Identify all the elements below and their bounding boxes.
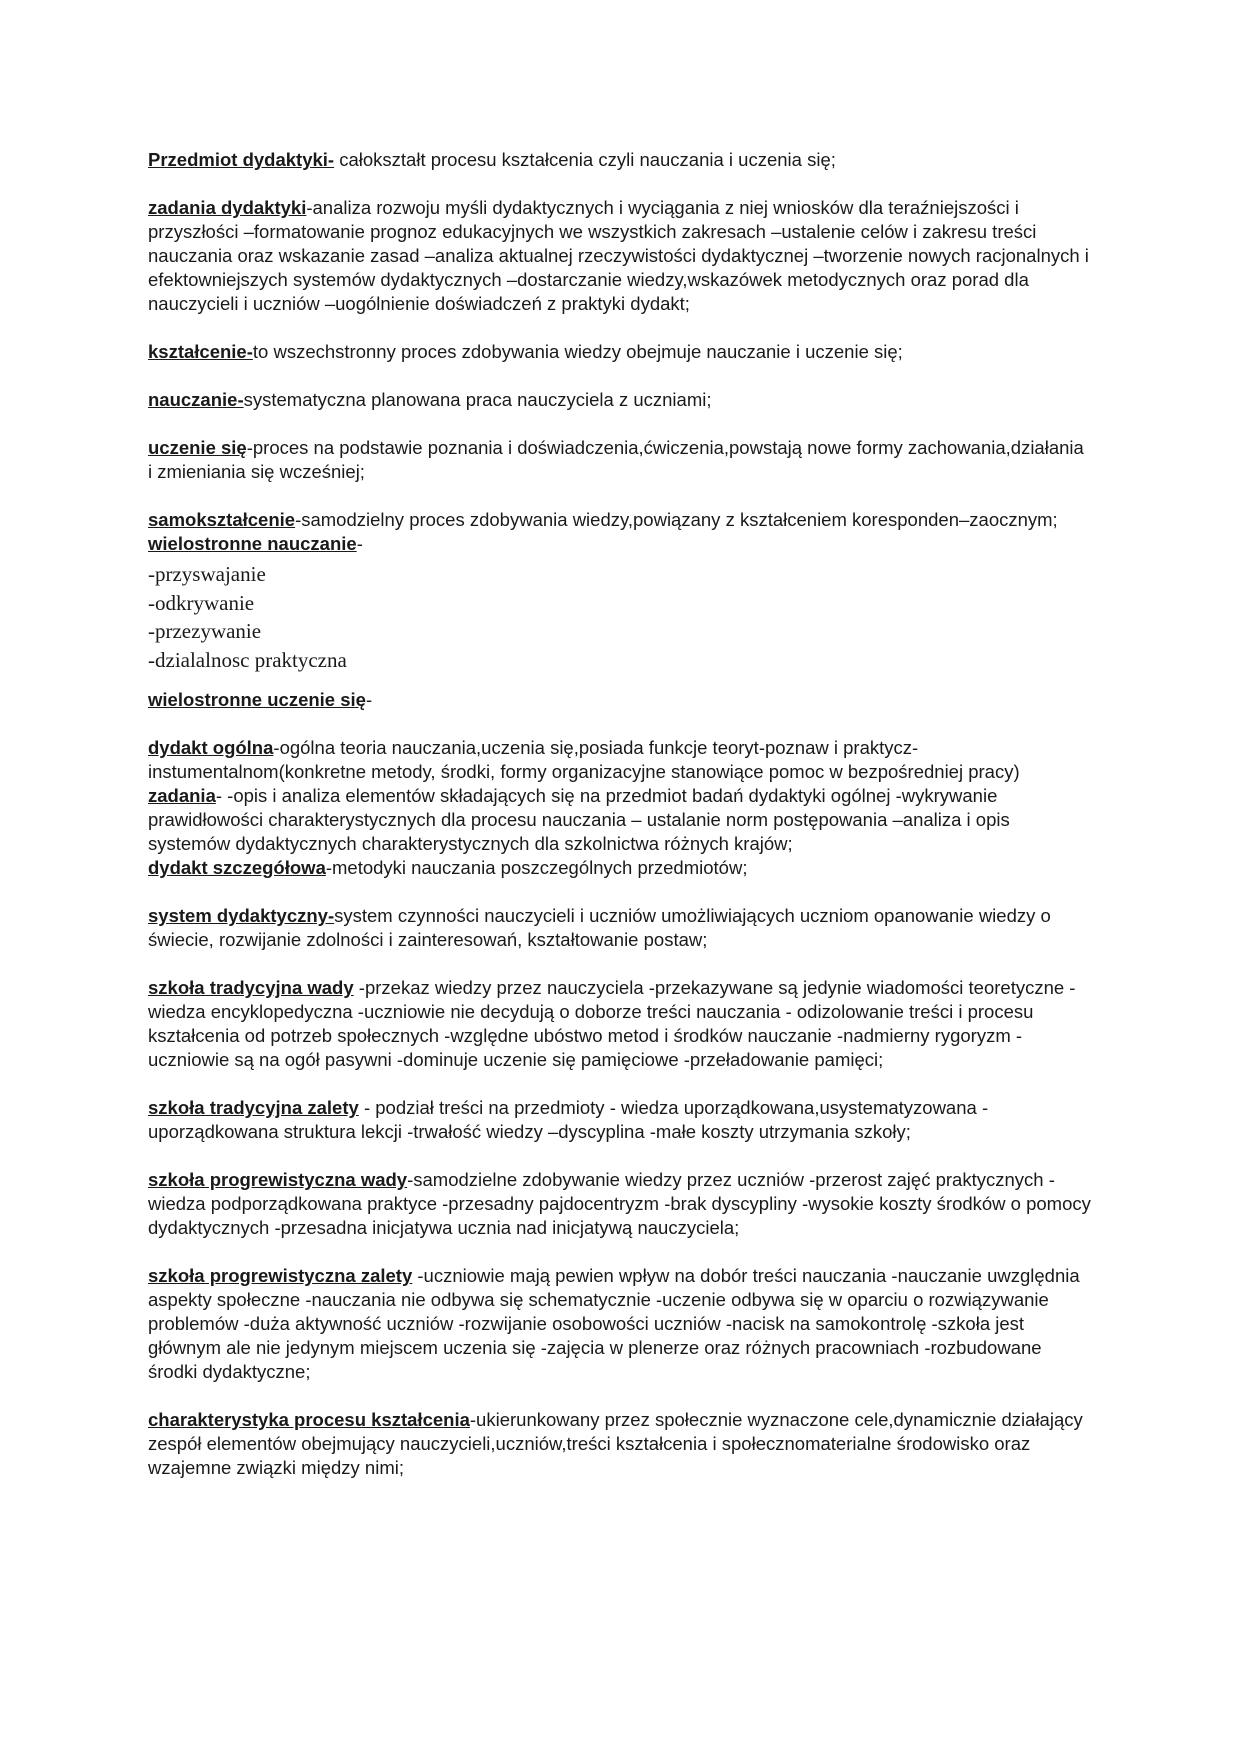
document-page (148, 148, 1092, 1504)
term: szkoła tradycyjna wady (148, 977, 354, 998)
term: dydakt ogólna (148, 737, 274, 758)
term: wielostronne uczenie się (148, 689, 366, 710)
definition: -samodzielny proces zdobywania wiedzy,powiązany z kształceniem koresponden–zaocznym; (295, 509, 1058, 530)
definition: -uczniowie mają pewien wpływ na dobór treści nauczania -nauczanie uwzględnia aspekty społeczne -nauczania nie odbywa się schematycznie -uczenie odbywa się w oparciu o rozwiązywanie problemów -duża aktywność uczniów -rozwijanie osobowości uczniów -nacisk na samokontrolę -szkoła jest głównym ale nie jedynym miejscem uczenia się -zajęcia w plenerze oraz różnych pracowniach -rozbudowane środki dydaktyczne; (148, 1265, 1080, 1382)
paragraph (148, 340, 1092, 364)
paragraph (148, 688, 1092, 712)
paragraph (148, 976, 1092, 1072)
list-item: -przezywanie (148, 619, 262, 643)
paragraph (148, 856, 1092, 880)
term: kształcenie- (148, 341, 253, 362)
term: szkoła progrewistyczna wady (148, 1169, 408, 1190)
definition: - (356, 533, 363, 554)
definition: - (365, 689, 373, 710)
paragraph (148, 436, 1092, 484)
paragraph (148, 508, 1092, 532)
term: samokształcenie (148, 509, 296, 530)
list-item: -odkrywanie (148, 590, 255, 615)
term: nauczanie- (148, 389, 244, 410)
definition: -przekaz wiedzy przez nauczyciela -przekazywane są jedynie wiadomości teoretyczne -wiedza encyklopedyczna -uczniowie nie decydują o doborze treści nauczania - odizolowanie treści i procesu kształcenia od potrzeb społecznych -względne ubóstwo metod i środków nauczanie -nadmierny rygoryzm -uczniowie są na ogół pasywni -dominuje uczenie się pamięciowe -przeładowanie pamięci; (148, 977, 1076, 1070)
term: zadania (148, 785, 216, 806)
definition: - -opis i analiza elementów składających się na przedmiot badań dydaktyki ogólnej -wykrywanie prawidłowości charakterystycznych dla procesu nauczania – ustalanie norm postępowania –analiza i opis systemów dydaktycznych charakterystycznych dla szkolnictwa różnych krajów; (148, 785, 1010, 854)
paragraph (148, 388, 1092, 412)
term: szkoła tradycyjna zalety (148, 1097, 359, 1118)
definition: całokształt procesu kształcenia czyli nauczania i uczenia się; (334, 149, 836, 170)
term: uczenie się (148, 437, 247, 458)
definition: - podział treści na przedmioty - wiedza uporządkowana,usystematyzowana -uporządkowana struktura lekcji -trwałość wiedzy –dyscyplina -małe koszty utrzymania szkoły; (148, 1097, 989, 1142)
paragraph (148, 1264, 1092, 1384)
paragraph (148, 1408, 1092, 1480)
paragraph (148, 904, 1092, 952)
list-item: -dzialalnosc praktyczna (148, 647, 347, 672)
term: szkoła progrewistyczna zalety (148, 1265, 413, 1286)
term: charakterystyka procesu kształcenia (148, 1409, 470, 1430)
paragraph (148, 532, 1092, 556)
definition: -analiza rozwoju myśli dydaktycznych i wyciągania z niej wniosków dla teraźniejszości i przyszłości –formatowanie prognoz edukacyjnych we wszystkich zakresach –ustalenie celów i zakresu treści nauczania oraz wskazanie zasad –analiza aktualnej rzeczywistości dydaktycznej –tworzenie nowych racjonalnych i efektowniejszych systemów dydaktycznych –dostarczanie wiedzy,wskazówek metodycznych oraz porad dla nauczycieli i uczniów –uogólnienie doświadczeń z praktyki dydakt; (148, 197, 1089, 314)
definition: -ukierunkowany przez społecznie wyznaczone cele,dynamicznie działający zespół elementów obejmujący nauczycieli,uczniów,treści kształcenia i społecznomaterialne środowisko oraz wzajemne związki między nimi; (148, 1409, 1083, 1478)
teaching-forms-list (148, 560, 1092, 674)
list-item: -przyswajanie (148, 562, 266, 586)
term: dydakt szczegółowa (148, 857, 326, 878)
definition: -metodyki nauczania poszczególnych przedmiotów; (325, 857, 748, 878)
paragraph (148, 736, 1092, 856)
paragraph (148, 196, 1092, 316)
paragraph (148, 1168, 1092, 1240)
definition: -ogólna teoria nauczania,uczenia się,posiada funkcje teoryt-poznaw i praktycz-instumentalnom(konkretne metody, środki, formy organizacyjne stanowiące pomoc w bezpośredniej pracy) (148, 737, 1020, 782)
definition: systematyczna planowana praca nauczyciela z uczniami; (243, 389, 712, 410)
paragraph (148, 148, 1092, 172)
definition: -proces na podstawie poznania i doświadczenia,ćwiczenia,powstają nowe formy zachowania,działania i zmieniania się wcześniej; (148, 437, 1084, 482)
term: Przedmiot dydaktyki- (148, 149, 335, 170)
definition: system czynności nauczycieli i uczniów umożliwiających uczniom opanowanie wiedzy o świecie, rozwijanie zdolności i zainteresowań, kształtowanie postaw; (148, 905, 1051, 950)
term: system dydaktyczny- (148, 905, 335, 926)
definition: to wszechstronny proces zdobywania wiedzy obejmuje nauczanie i uczenie się; (252, 341, 903, 362)
paragraph (148, 1096, 1092, 1144)
term: wielostronne nauczanie (148, 533, 357, 554)
term: zadania dydaktyki (148, 197, 307, 218)
definition: -samodzielne zdobywanie wiedzy przez uczniów -przerost zajęć praktycznych -wiedza podporządkowana praktyce -przesadny pajdocentryzm -brak dyscypliny -wysokie koszty środków o pomocy dydaktycznych -przesadna inicjatywa ucznia nad inicjatywą nauczyciela; (148, 1169, 1091, 1238)
